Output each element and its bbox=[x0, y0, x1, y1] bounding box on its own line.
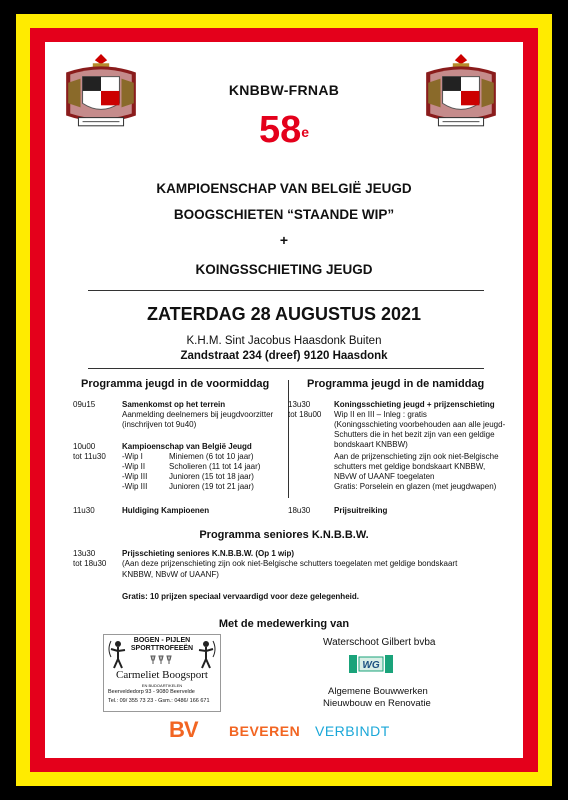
edition-number-value: 58 bbox=[258, 109, 302, 151]
afternoon-line-2: (Koningsschieting voorbehouden aan alle jeugd- bbox=[334, 420, 506, 429]
carmeliet-sub: EN BUDOARTIKELEN bbox=[141, 683, 183, 688]
afternoon-line-7: NBvW of UAANF toegelaten bbox=[334, 472, 435, 481]
morning-heading: Programma jeugd in de voormiddag bbox=[81, 378, 270, 390]
title-line-1: KAMPIOENSCHAP VAN BELGIË JEUGD bbox=[156, 181, 412, 196]
seniors-line-2: KNBBW, NBvW of UAANF) bbox=[122, 570, 219, 579]
event-date: ZATERDAG 28 AUGUSTUS 2021 bbox=[146, 304, 422, 324]
poster bbox=[45, 42, 523, 758]
afternoon-line-3: Schutters die in het bezit zijn van een geldige bbox=[334, 430, 495, 439]
trophies-icon bbox=[150, 655, 174, 665]
morning-line-1b: (inschrijven tot 9u40) bbox=[122, 420, 197, 429]
edition-suffix: e bbox=[301, 124, 310, 140]
seniors-line-1: (Aan deze prijzenschieting zijn ook niet-Belgische schutters toegelaten met geldige bondskaart bbox=[122, 559, 458, 568]
morning-time-2-end: tot 11u30 bbox=[73, 452, 106, 461]
category-1-desc: Miniemen (6 tot 10 jaar) bbox=[169, 452, 254, 461]
morning-line-1a: Aanmelding deelnemers bij jeugdvoorzitter bbox=[122, 410, 274, 419]
afternoon-title-1: Koningsschieting jeugd + prijzenschieting bbox=[334, 400, 495, 409]
afternoon-heading: Programma jeugd in de namiddag bbox=[307, 378, 485, 390]
afternoon-line-1: Wip II en III – Inleg : gratis bbox=[334, 410, 427, 419]
divider-top bbox=[88, 290, 484, 291]
afternoon-line-4: bondskaart KNBBW) bbox=[334, 440, 408, 449]
waterschoot-name: Waterschoot Gilbert bvba bbox=[323, 637, 436, 648]
carmeliet-name: Carmeliet Boogsport bbox=[116, 669, 208, 681]
column-divider bbox=[288, 380, 289, 498]
category-3: -Wip III bbox=[122, 472, 148, 481]
morning-time-2: 10u00 bbox=[73, 442, 96, 451]
afternoon-time-2: 18u30 bbox=[288, 506, 311, 515]
category-2: -Wip II bbox=[122, 462, 146, 471]
archer-left-icon bbox=[108, 639, 128, 669]
title-line-2: BOOGSCHIETEN “STAANDE WIP” bbox=[173, 207, 395, 222]
venue-name: K.H.M. Sint Jacobus Haasdonk Buiten bbox=[186, 335, 382, 347]
title-line-3: KOINGSSCHIETING JEUGD bbox=[195, 262, 373, 277]
category-2-desc: Scholieren (11 tot 14 jaar) bbox=[169, 462, 261, 471]
morning-title-2: Kampioenschap van België Jeugd bbox=[122, 442, 252, 451]
afternoon-time-1-end: tot 18u00 bbox=[288, 410, 322, 419]
seniors-prizes: Gratis: 10 prijzen speciaal vervaardigd voor deze gelegenheid. bbox=[122, 592, 359, 601]
beveren-mark: BV bbox=[169, 717, 198, 742]
venue-address: Zandstraat 234 (dreef) 9120 Haasdonk bbox=[180, 350, 388, 362]
archer-right-icon bbox=[196, 639, 216, 669]
afternoon-title-2: Prijsuitreiking bbox=[334, 506, 388, 515]
seniors-heading: Programma seniores K.N.B.B.W. bbox=[199, 529, 369, 541]
carmeliet-address: Beerveldedorp 93 - 9080 Beervelde bbox=[108, 689, 195, 695]
divider-bottom bbox=[88, 368, 484, 369]
carmeliet-phone: Tel.: 09/ 355 73 23 - Gsm.: 0486/ 166 671 bbox=[108, 698, 210, 704]
afternoon-time-1: 13u30 bbox=[288, 400, 311, 409]
beveren-logo-mark bbox=[169, 718, 198, 742]
plus-sign: + bbox=[279, 232, 289, 248]
seniors-time: 13u30 bbox=[73, 549, 96, 558]
waterschoot-line-2: Nieuwbouw en Renovatie bbox=[323, 698, 431, 709]
category-3-desc: Junioren (15 tot 18 jaar) bbox=[169, 472, 254, 481]
carmeliet-tagline-1: BOGEN - PIJLEN bbox=[133, 637, 191, 644]
waterschoot-line-1: Algemene Bouwwerken bbox=[328, 686, 428, 697]
organization-name: KNBBW-FRNAB bbox=[228, 82, 340, 98]
morning-time-3: 11u30 bbox=[73, 506, 95, 515]
category-4-desc: Junioren (19 tot 21 jaar) bbox=[169, 482, 254, 491]
morning-time-1: 09u15 bbox=[73, 400, 96, 409]
seniors-title: Prijsschieting seniores K.N.B.B.W. (Op 1 wip) bbox=[122, 549, 295, 558]
morning-title-3: Huldiging Kampioenen bbox=[122, 506, 210, 515]
afternoon-line-6: schutters met geldige bondskaart KNBBW, bbox=[334, 462, 486, 471]
waterschoot-logo-text: WG bbox=[362, 660, 380, 671]
category-1: -Wip I bbox=[122, 452, 143, 461]
beveren-word: BEVEREN bbox=[229, 723, 301, 739]
verbindt-word: VERBINDT bbox=[315, 723, 390, 739]
cooperation-heading: Met de medewerking van bbox=[218, 618, 350, 630]
waterschoot-logo bbox=[349, 653, 393, 677]
carmeliet-logo bbox=[103, 634, 221, 712]
carmeliet-tagline-2: SPORTTROFEEËN bbox=[130, 645, 194, 652]
edition-number bbox=[45, 110, 523, 150]
afternoon-line-5: Aan de prijzenschieting zijn ook niet-Belgische bbox=[334, 452, 499, 461]
category-4: -Wip III bbox=[122, 482, 148, 491]
seniors-time-end: tot 18u30 bbox=[73, 559, 107, 568]
afternoon-line-8: Gratis: Porselein en glazen (met jeugdwapen) bbox=[334, 482, 497, 491]
morning-title-1: Samenkomst op het terrein bbox=[122, 400, 226, 409]
